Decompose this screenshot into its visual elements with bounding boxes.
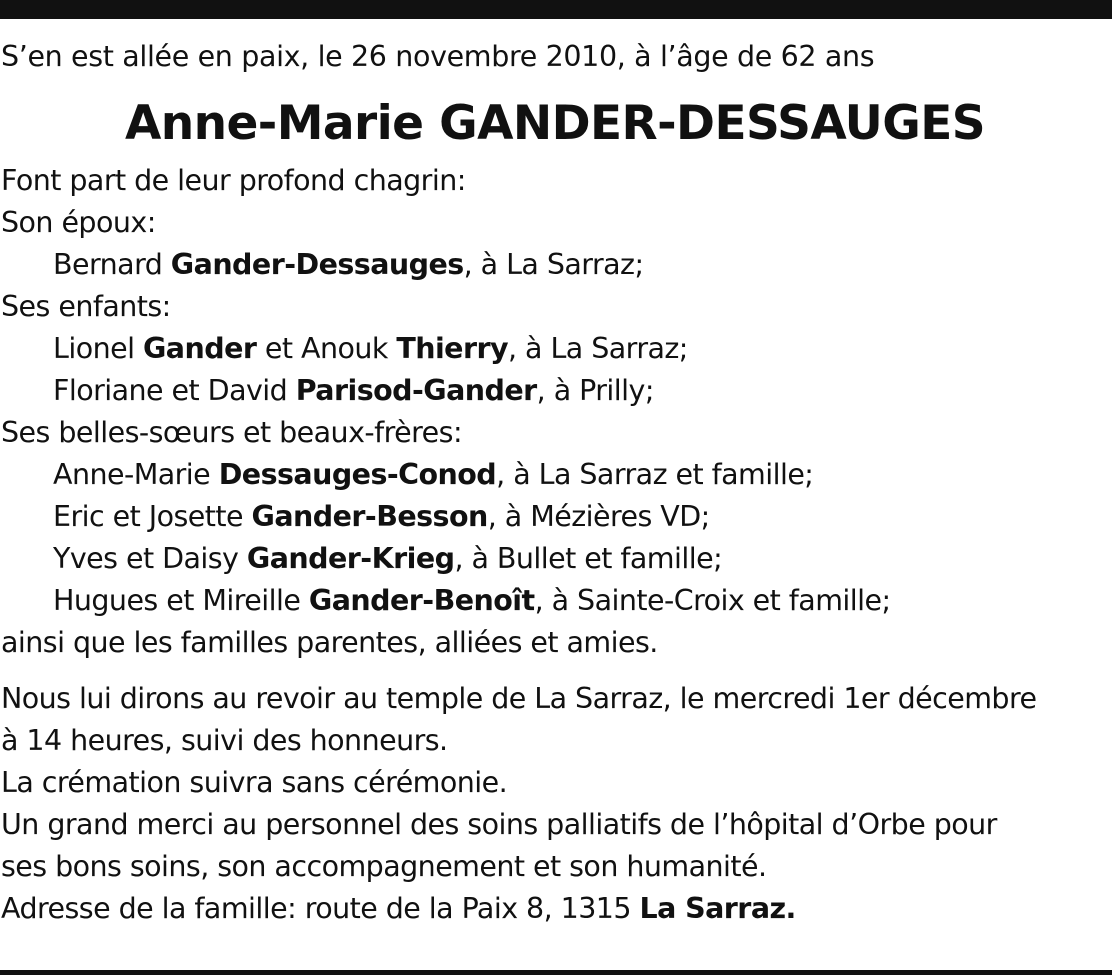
entry-surname: Gander-Krieg	[246, 542, 455, 575]
entry-prefix: Bernard	[53, 248, 171, 281]
deceased-name: Anne-Marie GANDER-DESSAUGES	[125, 96, 985, 151]
entry-prefix: Eric et Josette	[53, 500, 252, 533]
entry-surname: Gander-Dessauges	[170, 248, 464, 281]
announcement-line: Font part de leur profond chagrin:	[1, 164, 466, 197]
entry-surname: Gander-Benoît	[308, 584, 535, 617]
entry-location: , à Sainte-Croix et famille;	[534, 584, 891, 617]
entry-surname: Gander-Besson	[251, 500, 488, 533]
entry-location: , à La Sarraz;	[463, 248, 644, 281]
in-law-entry	[1, 538, 1109, 580]
top-border-rule	[0, 0, 1112, 19]
thanks-line: Un grand merci au personnel des soins palliatifs de l’hôpital d’Orbe pour	[1, 808, 997, 841]
family-address	[1, 888, 1109, 930]
ceremony-line: La crémation suivra sans cérémonie.	[1, 766, 508, 799]
entry-location: , à Prilly;	[536, 374, 654, 407]
entry-prefix: Hugues et Mireille	[53, 584, 309, 617]
extended-families-line: ainsi que les familles parentes, alliées et amies.	[1, 626, 658, 659]
in-law-entry	[1, 580, 1109, 622]
entry-prefix: Floriane et David	[53, 374, 296, 407]
entry-location: , à Mézières VD;	[487, 500, 710, 533]
entry-location: , à Bullet et famille;	[454, 542, 723, 575]
thanks-line: ses bons soins, son accompagnement et son humanité.	[1, 850, 767, 883]
obituary-notice	[1, 36, 1109, 930]
paragraph-spacer	[1, 664, 1109, 678]
entry-prefix: Anne-Marie	[53, 458, 219, 491]
entry-surname: Parisod-Gander	[295, 374, 537, 407]
entry-location: , à La Sarraz;	[508, 332, 688, 365]
entry-surname: Dessauges-Conod	[218, 458, 497, 491]
death-statement: S’en est allée en paix, le 26 novembre 2010, à l’âge de 62 ans	[1, 40, 875, 73]
child-entry	[1, 370, 1109, 412]
entry-surname: Gander	[142, 332, 257, 365]
address-locality: La Sarraz.	[639, 892, 796, 925]
bottom-border-rule	[0, 970, 1112, 975]
entry-prefix: Lionel	[53, 332, 143, 365]
in-law-entry	[1, 454, 1109, 496]
in-law-entry	[1, 496, 1109, 538]
address-text: Adresse de la famille: route de la Paix 8, 1315	[1, 892, 640, 925]
ceremony-line: Nous lui dirons au revoir au temple de La Sarraz, le mercredi 1er décembre	[1, 682, 1037, 715]
entry-prefix: Yves et Daisy	[53, 542, 247, 575]
in-laws-heading: Ses belles-sœurs et beaux-frères:	[1, 416, 463, 449]
entry-location: , à La Sarraz et famille;	[496, 458, 814, 491]
ceremony-line: à 14 heures, suivi des honneurs.	[1, 724, 448, 757]
spouse-entry	[1, 244, 1109, 286]
children-heading: Ses enfants:	[1, 290, 171, 323]
entry-surname-partner: Thierry	[396, 332, 508, 365]
child-entry	[1, 328, 1109, 370]
entry-middle: et Anouk	[256, 332, 397, 365]
spouse-heading: Son époux:	[1, 206, 156, 239]
